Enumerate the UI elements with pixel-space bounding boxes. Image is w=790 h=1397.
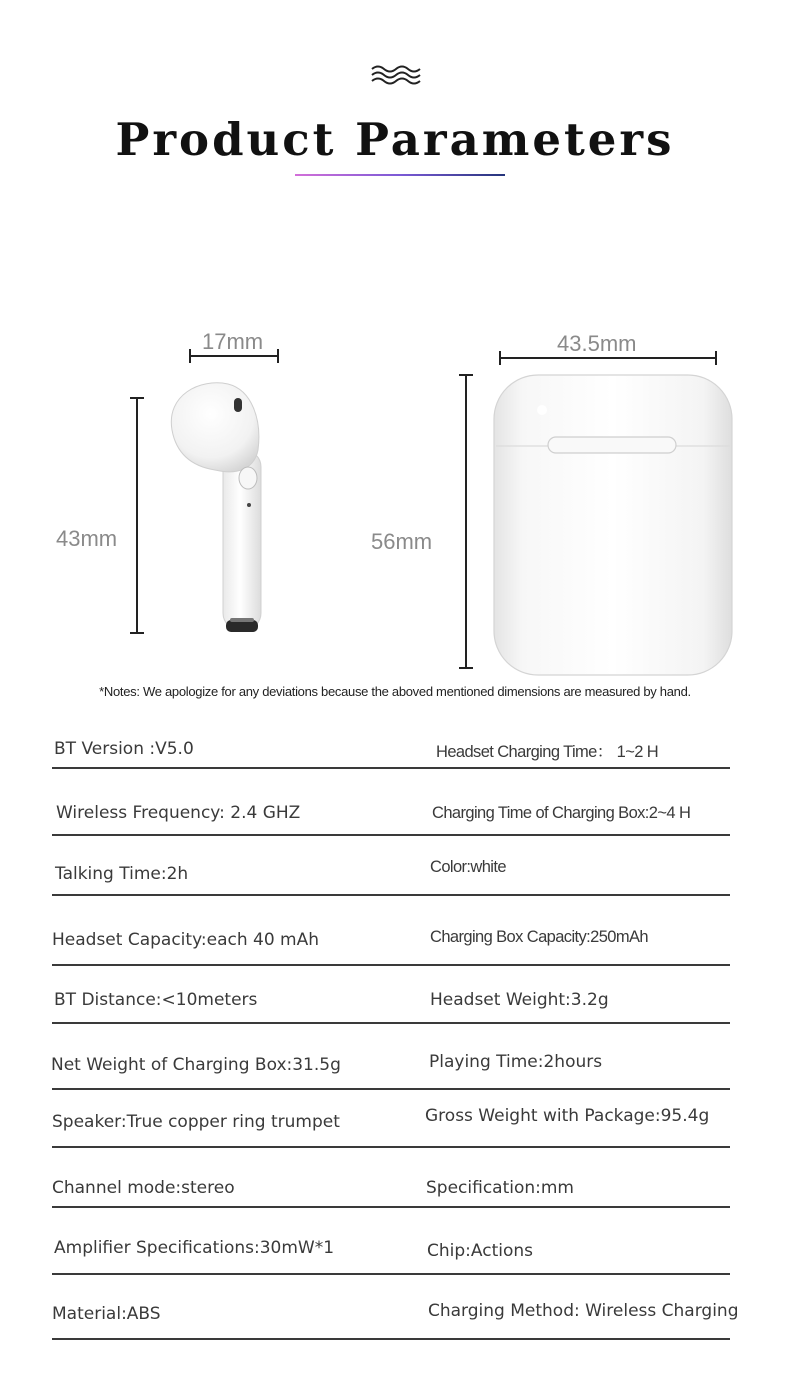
spec-bt-distance: BT Distance:<10meters <box>54 990 258 1010</box>
spec-speaker: Speaker:True copper ring trumpet <box>52 1112 340 1132</box>
case-height-label: 56mm <box>371 529 433 554</box>
page-title: Product Parameters <box>115 113 675 166</box>
case-height-dimension <box>459 375 473 668</box>
spec-net-weight-box: Net Weight of Charging Box:31.5g <box>51 1055 341 1075</box>
spec-wireless-frequency: Wireless Frequency: 2.4 GHZ <box>56 803 301 823</box>
spec-channel-mode: Channel mode:stereo <box>52 1178 235 1198</box>
spec-headset-capacity: Headset Capacity:each 40 mAh <box>52 930 320 950</box>
spec-material: Material:ABS <box>52 1304 161 1324</box>
earbud-height-label: 43mm <box>56 526 118 551</box>
spec-headset-weight: Headset Weight:3.2g <box>430 990 609 1010</box>
earbud-width-label: 17mm <box>202 329 264 354</box>
spec-amplifier: Amplifier Specifications:30mW*1 <box>54 1238 335 1258</box>
earbud-height-dimension <box>130 398 144 633</box>
dimension-note: *Notes: We apologize for any deviations because the aboved mentioned dimensions are measured by hand. <box>99 684 691 699</box>
spec-color: Color:white <box>430 858 506 876</box>
product-illustration <box>0 0 790 690</box>
spec-bt-version: BT Version :V5.0 <box>54 739 194 759</box>
case-width-label: 43.5mm <box>557 331 637 356</box>
spec-box-charging-time: Charging Time of Charging Box:2~4 H <box>432 804 691 822</box>
spec-charging-method: Charging Method: Wireless Charging <box>428 1301 739 1321</box>
spec-playing-time: Playing Time:2hours <box>429 1052 603 1072</box>
spec-chip: Chip:Actions <box>427 1241 533 1261</box>
spec-talking-time: Talking Time:2h <box>55 864 189 884</box>
spec-gross-weight: Gross Weight with Package:95.4g <box>425 1106 710 1126</box>
spec-headset-charging-time: Headset Charging Time： 1~2 H <box>436 743 659 761</box>
charging-case-image <box>494 375 732 675</box>
earbud-image <box>171 383 261 632</box>
spec-box-capacity: Charging Box Capacity:250mAh <box>430 928 648 946</box>
spec-specification: Specification:mm <box>426 1178 574 1198</box>
